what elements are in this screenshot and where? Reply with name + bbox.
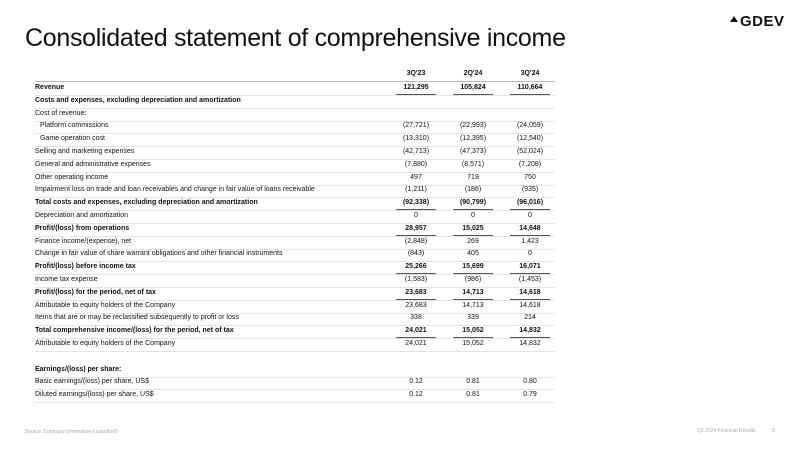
row-value: 0.12 [409, 391, 423, 399]
row-label: Finance income/(expense), net [35, 237, 132, 245]
row-value: 14,832 [519, 327, 541, 335]
row-label: Income tax expense [35, 276, 98, 283]
table-row [35, 225, 555, 237]
row-value: (1,583) [404, 276, 428, 283]
row-label: Total costs and expenses, excluding depreciation and amortization [35, 199, 258, 207]
table-row [35, 97, 555, 109]
row-value: (186) [464, 186, 482, 194]
column-header: 2Q'24 [463, 70, 483, 77]
row-value: 214 [524, 314, 536, 322]
total-underline [453, 209, 493, 210]
total-underline [510, 94, 550, 95]
row-value: 23,683 [405, 301, 427, 309]
row-value: 14,648 [519, 224, 541, 232]
row-label: Attributable to equity holders of the Company [35, 301, 176, 309]
row-value: 338 [410, 314, 422, 322]
row-label: Depreciation and amortization [35, 212, 128, 219]
row-value: 15,052 [462, 340, 484, 347]
row-value: 24,021 [405, 327, 427, 335]
table-row [35, 378, 555, 390]
row-label: Profit/(loss) before income tax [35, 263, 136, 271]
row-label: Items that are or may be reclassified subsequently to profit or loss [35, 314, 239, 322]
row-value: (52,024) [516, 148, 544, 155]
source-note: Source: Company information (unaudited) [25, 429, 118, 435]
row-label: Selling and marketing expenses [35, 148, 135, 155]
column-header: 3Q'23 [406, 70, 426, 77]
row-label: Profit/(loss) for the period, net of tax [35, 288, 156, 296]
table-row [35, 314, 555, 326]
row-value: 0 [528, 250, 532, 258]
table-row [35, 161, 555, 173]
table-row [35, 250, 555, 262]
total-underline [453, 94, 493, 95]
total-underline [396, 337, 436, 338]
total-underline [453, 235, 493, 236]
row-value: (90,799) [459, 199, 487, 207]
total-underline [453, 299, 493, 300]
total-underline [396, 235, 436, 236]
row-value: (2,848) [404, 237, 428, 245]
row-value: 23,683 [405, 288, 427, 296]
row-value: (935) [521, 186, 539, 194]
page-title: Consolidated statement of comprehensive income [25, 24, 566, 52]
table-row [35, 263, 555, 275]
column-header: 3Q'24 [520, 70, 540, 77]
row-value: 14,713 [462, 301, 484, 309]
row-label: Costs and expenses, excluding depreciation and amortization [35, 96, 241, 104]
row-label: Platform commissions [40, 122, 109, 130]
table-row [35, 122, 555, 134]
row-value: 0.81 [466, 378, 480, 386]
total-underline [510, 337, 550, 338]
table-row [35, 366, 555, 378]
table-row [35, 340, 555, 352]
row-value: (47,373) [459, 148, 487, 155]
table-row [35, 174, 555, 186]
row-value: 750 [524, 173, 536, 181]
total-underline [510, 299, 550, 300]
report-name: Q3 2024 Financial Results [697, 428, 756, 434]
row-value: 405 [467, 250, 479, 258]
row-label: Diluted earnings/(loss) per share, US$ [35, 391, 154, 399]
total-underline [396, 273, 436, 274]
row-label: Game operation cost [40, 135, 105, 143]
table-row [35, 276, 555, 288]
total-underline [396, 299, 436, 300]
row-value: (7,208) [518, 160, 542, 168]
table-row [35, 238, 555, 250]
row-value: 0.81 [466, 391, 480, 399]
row-label: Profit/(loss) from operations [35, 224, 130, 232]
header-divider [35, 81, 555, 82]
company-logo [730, 13, 785, 30]
row-label: Other operating income [35, 173, 109, 181]
row-value: (27,721) [402, 122, 430, 130]
table-row [35, 327, 555, 339]
row-value: (92,338) [402, 199, 430, 207]
table-row [35, 353, 555, 365]
row-value: (986) [464, 276, 482, 283]
total-underline [453, 273, 493, 274]
table-row [35, 186, 555, 198]
row-value: 14,618 [519, 301, 541, 309]
row-label: Change in fair value of share warrant obligations and other financial instruments [35, 250, 283, 258]
row-value: 15,052 [462, 327, 484, 335]
row-value: 14,832 [519, 340, 541, 347]
row-value: 0 [528, 212, 532, 219]
row-value: 105,824 [460, 84, 486, 91]
table-row [35, 84, 555, 96]
row-value: (96,016) [516, 199, 544, 207]
row-value: 15,025 [462, 224, 484, 232]
row-value: 0 [414, 212, 418, 219]
row-value: 269 [467, 237, 479, 245]
page-number: 8 [772, 428, 775, 434]
row-value: (13,310) [402, 135, 430, 143]
table-header [35, 70, 555, 80]
row-label: Total comprehensive income/(loss) for the period, net of tax [35, 327, 234, 335]
row-value: 0.79 [523, 391, 537, 399]
row-value: 497 [410, 173, 422, 181]
row-value: 14,713 [462, 288, 484, 296]
row-label: Impairment loss on trade and loan receivables and change in fair value of loans receivable [35, 186, 315, 194]
row-label: Attributable to equity holders of the Company [35, 340, 176, 347]
row-label: Basic earnings/(loss) per share, US$ [35, 378, 149, 386]
table-row [35, 199, 555, 211]
row-value: 719 [467, 173, 479, 181]
row-value: 0.12 [409, 378, 423, 386]
caret-up-icon [730, 16, 738, 22]
row-value: (22,993) [459, 122, 487, 130]
row-value: 0.80 [523, 378, 537, 386]
row-value: 28,957 [405, 224, 427, 232]
row-label: General and administrative expenses [35, 160, 151, 168]
row-value: 339 [467, 314, 479, 322]
row-value: 16,071 [519, 263, 541, 271]
row-label: Earnings/(loss) per share: [35, 365, 122, 373]
row-value: (12,395) [459, 135, 487, 143]
row-value: 0 [471, 212, 475, 219]
table-row [35, 135, 555, 147]
row-value: (12,540) [516, 135, 544, 143]
table-row [35, 391, 555, 403]
row-value: (1,453) [518, 276, 542, 283]
row-value: 25,266 [405, 263, 427, 271]
row-value: 121,295 [403, 84, 429, 91]
row-value: 15,699 [462, 263, 484, 271]
table-row [35, 289, 555, 301]
row-value: (843) [407, 250, 425, 258]
row-label: Revenue [35, 84, 65, 91]
row-value: (7,880) [404, 160, 428, 168]
row-value: (24,059) [516, 122, 544, 130]
total-underline [396, 209, 436, 210]
logo-text: GDEV [740, 13, 785, 30]
row-label: Cost of revenue: [35, 109, 87, 117]
table-row [35, 148, 555, 160]
row-divider [35, 402, 555, 403]
table-row [35, 212, 555, 224]
row-value: (42,713) [402, 148, 430, 155]
total-underline [453, 337, 493, 338]
total-underline [510, 273, 550, 274]
row-value: (8,571) [461, 160, 485, 168]
row-value: 110,664 [517, 84, 543, 91]
row-value: 1,423 [521, 237, 539, 245]
table-row [35, 302, 555, 314]
row-value: (1,211) [405, 186, 427, 194]
row-value: 24,021 [405, 340, 427, 347]
table-row [35, 110, 555, 122]
row-value: 14,618 [519, 288, 541, 296]
total-underline [510, 209, 550, 210]
total-underline [396, 94, 436, 95]
total-underline [510, 235, 550, 236]
